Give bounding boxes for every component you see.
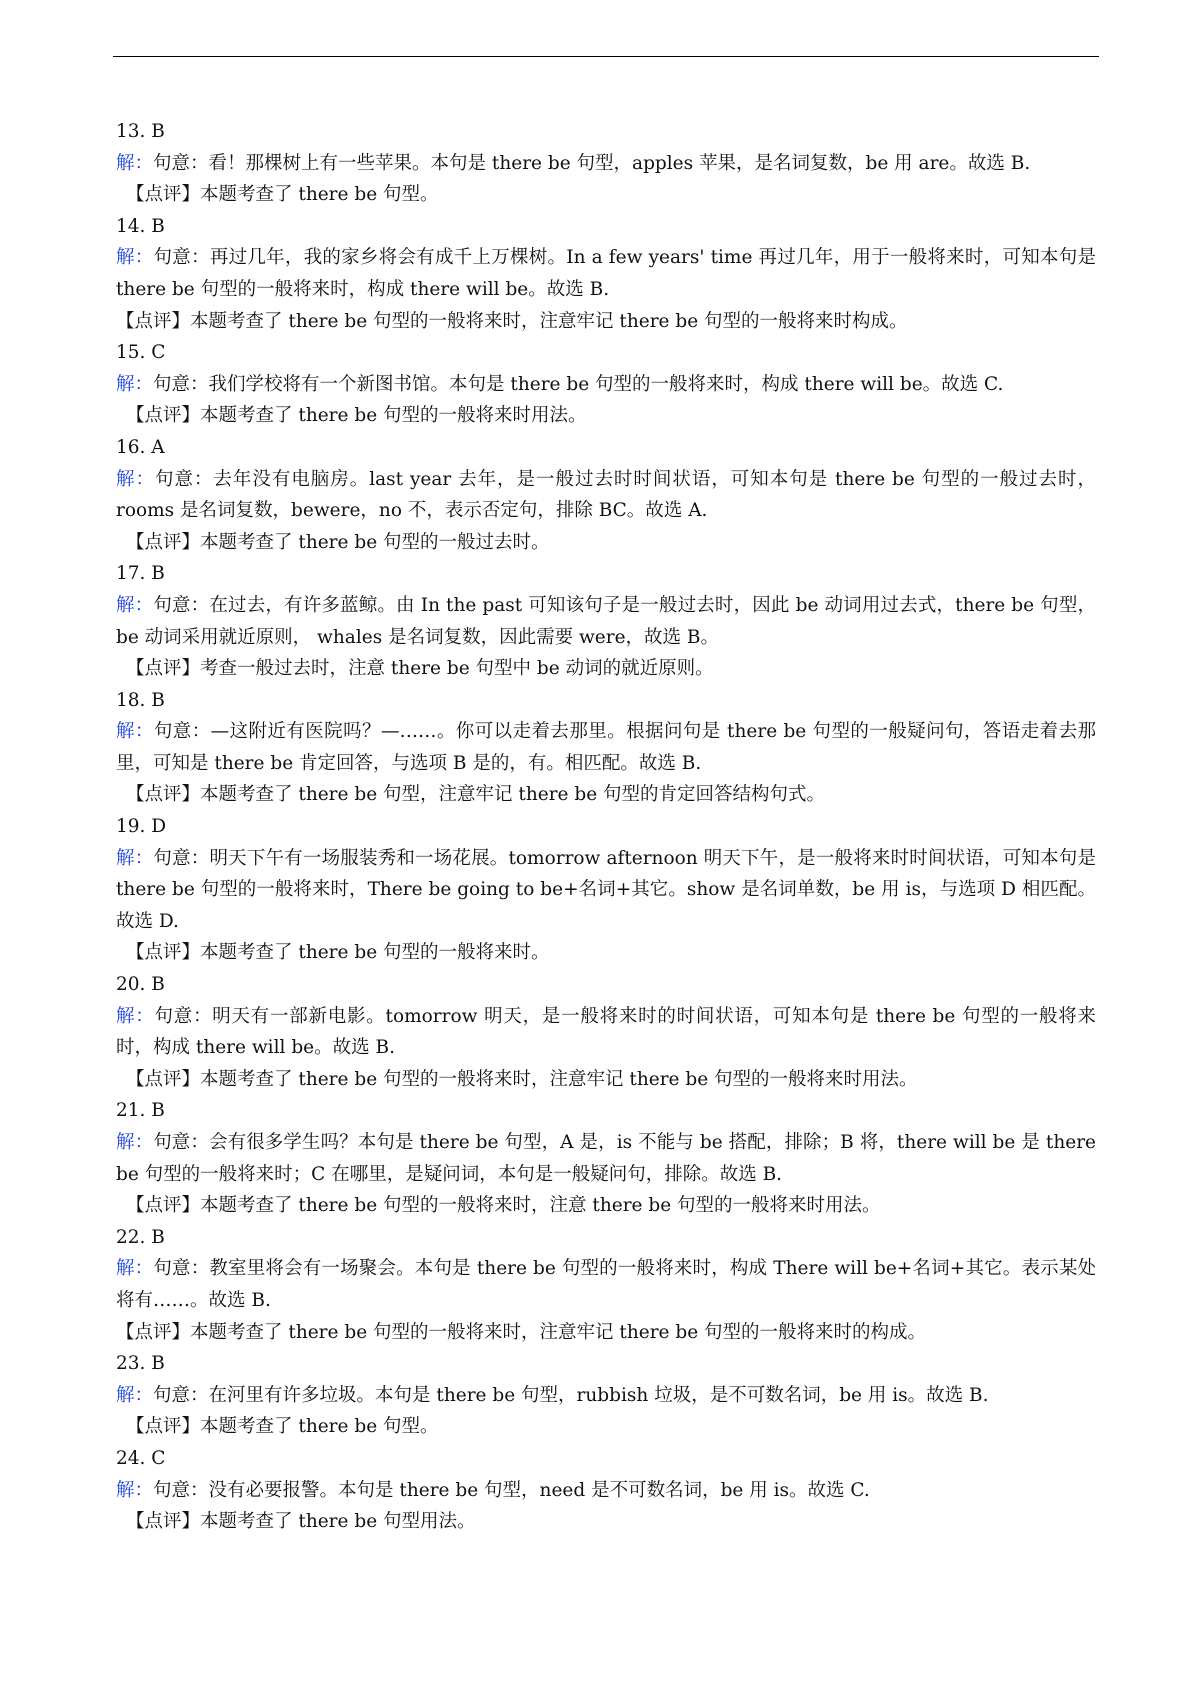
answer-number: 17. B (116, 563, 165, 585)
comment: 【点评】本题考查了 there be 句型的一般将来时，注意牢记 there be 句型的一般将来时用法。 (126, 1068, 918, 1090)
explanation-text: 句意：教室里将会有一场聚会。本句是 there be 句型的一般将来时，构成 There will be+名词+其它。表示某处将有……。故选 B. (116, 1258, 1096, 1311)
explanation-label: 解： (116, 247, 154, 269)
explanation-text: 句意：去年没有电脑房。last year 去年，是一般过去时时间状语，可知本句是 there be 句型的一般过去时，rooms 是名词复数，bewere，no 不，表示否定句，排除 BC。故选 A. (116, 468, 1096, 522)
comment: 【点评】本题考查了 there be 句型的一般将来时，注意牢记 there be 句型的一般将来时的构成。 (116, 1321, 927, 1343)
comment: 【点评】本题考查了 there be 句型的一般将来时用法。 (126, 405, 587, 427)
answer-number: 16. A (116, 436, 165, 458)
explanation-text: 句意：在过去，有许多蓝鲸。由 In the past 可知该句子是一般过去时，因此 be 动词用过去式，there be 句型，be 动词采用就近原则， whales 是名词复数，因此需要 were，故选 B。 (116, 594, 1096, 648)
explanation (116, 242, 1096, 305)
explanation-label: 解： (116, 373, 154, 395)
answer-block (116, 432, 1096, 558)
explanation-label: 解： (116, 1005, 155, 1027)
explanation-label: 解： (116, 1258, 154, 1280)
answer-block (116, 969, 1096, 1095)
answer-number: 24. C (116, 1447, 166, 1469)
explanation-text: 句意：明天下午有一场服装秀和一场花展。tomorrow afternoon 明天下午，是一般将来时时间状语，可知本句是 there be 句型的一般将来时，There be going to be+名词+其它。show 是名词单数，be 用 is，与选项 D 相匹配。故选 D. (116, 847, 1096, 932)
comment: 【点评】本题考查了 there be 句型，注意牢记 there be 句型的肯定回答结构句式。 (126, 784, 826, 806)
comment: 【点评】本题考查了 there be 句型的一般将来时，注意 there be 句型的一般将来时用法。 (126, 1195, 881, 1217)
explanation-label: 解： (116, 152, 154, 174)
explanation-text: 句意：没有必要报警。本句是 there be 句型，need 是不可数名词，be 用 is。故选 C. (153, 1479, 870, 1501)
answer-list (116, 116, 1096, 1538)
explanation (116, 716, 1096, 779)
answer-block (116, 1222, 1096, 1348)
answer-number: 15. C (116, 342, 166, 364)
answer-number: 14. B (116, 215, 165, 237)
comment: 【点评】本题考查了 there be 句型。 (126, 1416, 439, 1438)
explanation-label: 解： (116, 468, 155, 490)
answer-block (116, 116, 1096, 211)
explanation-text: 句意：在河里有许多垃圾。本句是 there be 句型，rubbish 垃圾，是不可数名词，be 用 is。故选 B. (153, 1384, 989, 1406)
comment: 【点评】本题考查了 there be 句型用法。 (126, 1511, 476, 1533)
explanation-text: 句意：—这附近有医院吗？—……。你可以走着去那里。根据问句是 there be 句型的一般疑问句，答语走着去那里，可知是 there be 肯定回答，与选项 B 是的，有。相匹配。故选 B. (116, 721, 1096, 774)
explanation-text: 句意：我们学校将有一个新图书馆。本句是 there be 句型的一般将来时，构成 there will be。故选 C. (153, 373, 1004, 395)
answer-block (116, 811, 1096, 969)
answer-number: 23. B (116, 1353, 165, 1375)
answer-block (116, 685, 1096, 811)
explanation (116, 843, 1096, 938)
explanation (116, 590, 1096, 653)
explanation-text: 句意：再过几年，我的家乡将会有成千上万棵树。In a few years' time 再过几年，用于一般将来时，可知本句是 there be 句型的一般将来时，构成 there will be。故选 B. (116, 247, 1096, 300)
comment: 【点评】本题考查了 there be 句型的一般将来时，注意牢记 there be 句型的一般将来时构成。 (116, 310, 908, 332)
answer-number: 19. D (116, 816, 167, 838)
header-rule (113, 56, 1099, 57)
explanation-label: 解： (116, 721, 154, 743)
comment: 【点评】本题考查了 there be 句型的一般将来时。 (126, 942, 550, 964)
answer-number: 22. B (116, 1226, 165, 1248)
answer-number: 20. B (116, 974, 165, 996)
answer-block (116, 211, 1096, 337)
explanation-label: 解： (116, 847, 154, 869)
answer-number: 18. B (116, 689, 165, 711)
explanation-label: 解： (116, 1132, 154, 1153)
answer-block (116, 1443, 1096, 1538)
explanation (116, 1380, 1096, 1412)
explanation (116, 369, 1096, 401)
explanation (116, 464, 1096, 527)
answer-block (116, 1095, 1096, 1221)
explanation (116, 1127, 1096, 1190)
explanation (116, 1001, 1096, 1064)
explanation-text: 句意：会有很多学生吗？本句是 there be 句型，A 是，is 不能与 be 搭配，排除；B 将，there will be 是 there be 句型的一般将来时；C 在哪里，是疑问词，本句是一般疑问句，排除。故选 B. (116, 1132, 1096, 1185)
answer-block (116, 1348, 1096, 1443)
explanation (116, 1253, 1096, 1316)
answer-number: 13. B (116, 121, 165, 142)
explanation-label: 解： (116, 1384, 154, 1406)
comment: 【点评】考查一般过去时，注意 there be 句型中 be 动词的就近原则。 (126, 658, 714, 680)
explanation-label: 解： (116, 1479, 154, 1501)
comment: 【点评】本题考查了 there be 句型的一般过去时。 (126, 531, 550, 553)
explanation-text: 句意：看！那棵树上有一些苹果。本句是 there be 句型，apples 苹果，是名词复数，be 用 are。故选 B. (153, 152, 1031, 174)
explanation (116, 148, 1096, 180)
explanation-text: 句意：明天有一部新电影。tomorrow 明天，是一般将来时的时间状语，可知本句是 there be 句型的一般将来时，构成 there will be。故选 B. (116, 1005, 1096, 1059)
comment: 【点评】本题考查了 there be 句型。 (126, 184, 439, 206)
answer-block (116, 558, 1096, 684)
answer-number: 21. B (116, 1100, 165, 1122)
answer-block (116, 337, 1096, 432)
explanation-label: 解： (116, 594, 154, 616)
explanation (116, 1475, 1096, 1507)
